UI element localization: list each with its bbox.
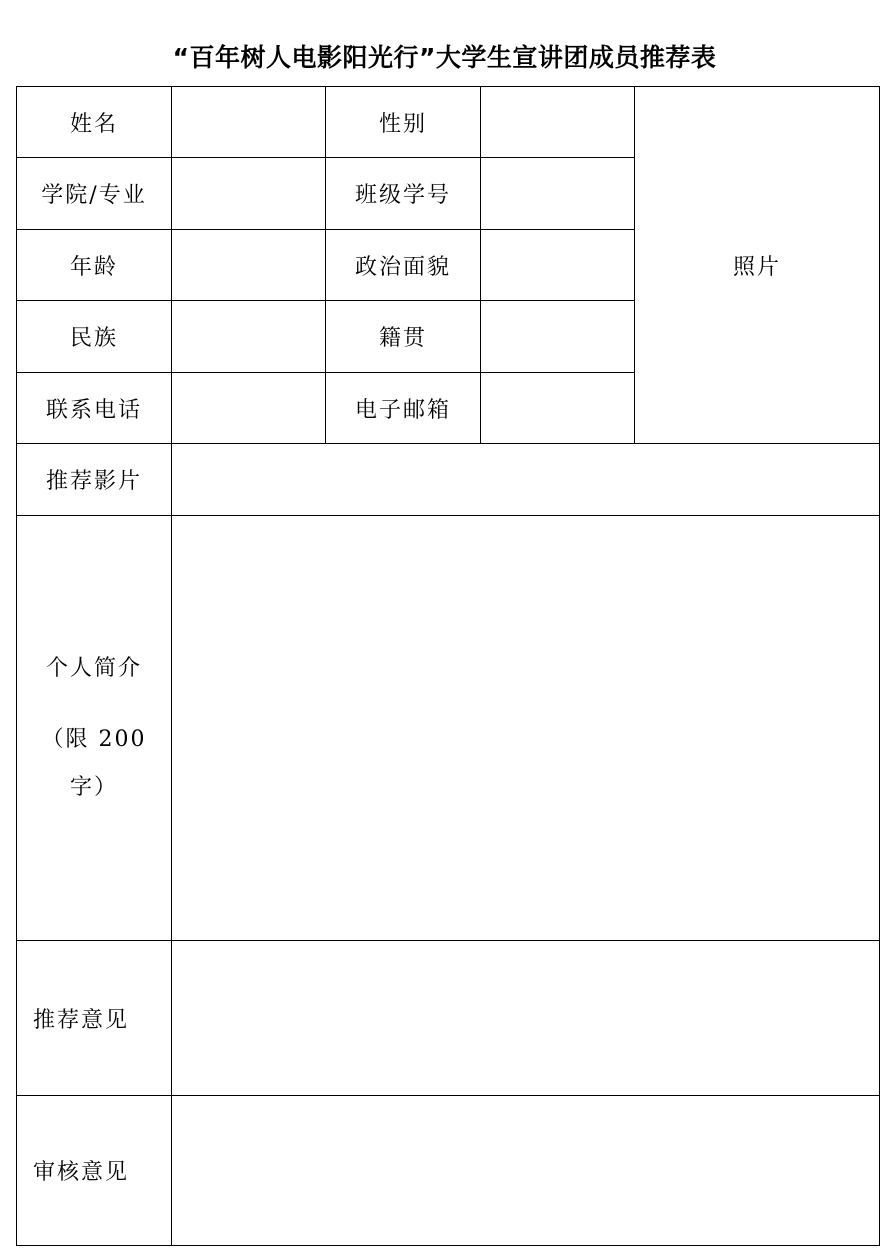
recommended-film-field[interactable] — [172, 444, 880, 516]
label-ethnicity: 民族 — [17, 301, 172, 373]
label-personal-intro — [17, 516, 172, 941]
label-recommended-film: 推荐影片 — [17, 444, 172, 516]
recommendation-opinion-field[interactable] — [172, 941, 880, 1096]
label-phone: 联系电话 — [17, 373, 172, 444]
label-name: 姓名 — [17, 87, 172, 158]
label-photo: 照片 — [732, 254, 781, 280]
personal-intro-field[interactable] — [172, 516, 880, 941]
intro-label-line1: 个人简介 — [45, 655, 142, 681]
label-college-major: 学院/专业 — [17, 158, 172, 230]
intro-label-line2: （限 200 — [41, 727, 147, 753]
college-major-field[interactable] — [172, 158, 326, 230]
label-political-status: 政治面貌 — [326, 230, 481, 301]
label-class-id: 班级学号 — [326, 158, 481, 230]
age-field[interactable] — [172, 230, 326, 301]
ethnicity-field[interactable] — [172, 301, 326, 373]
native-place-field[interactable] — [481, 301, 635, 373]
name-field[interactable] — [172, 87, 326, 158]
political-status-field[interactable] — [481, 230, 635, 301]
label-email: 电子邮箱 — [326, 373, 481, 444]
label-age: 年龄 — [17, 230, 172, 301]
form-title: “百年树人电影阳光行”大学生宣讲团成员推荐表 — [172, 43, 717, 72]
gender-field[interactable] — [481, 87, 635, 158]
email-field[interactable] — [481, 373, 635, 444]
label-review-opinion: 审核意见 — [17, 1096, 172, 1246]
intro-label-line3: 字） — [69, 774, 118, 800]
phone-field[interactable] — [172, 373, 326, 444]
class-id-field[interactable] — [481, 158, 635, 230]
recommendation-form-table — [16, 86, 880, 1246]
photo-area[interactable] — [635, 87, 880, 444]
label-gender: 性别 — [326, 87, 481, 158]
label-native-place: 籍贯 — [326, 301, 481, 373]
label-recommendation-opinion: 推荐意见 — [17, 941, 172, 1096]
review-opinion-field[interactable] — [172, 1096, 880, 1246]
